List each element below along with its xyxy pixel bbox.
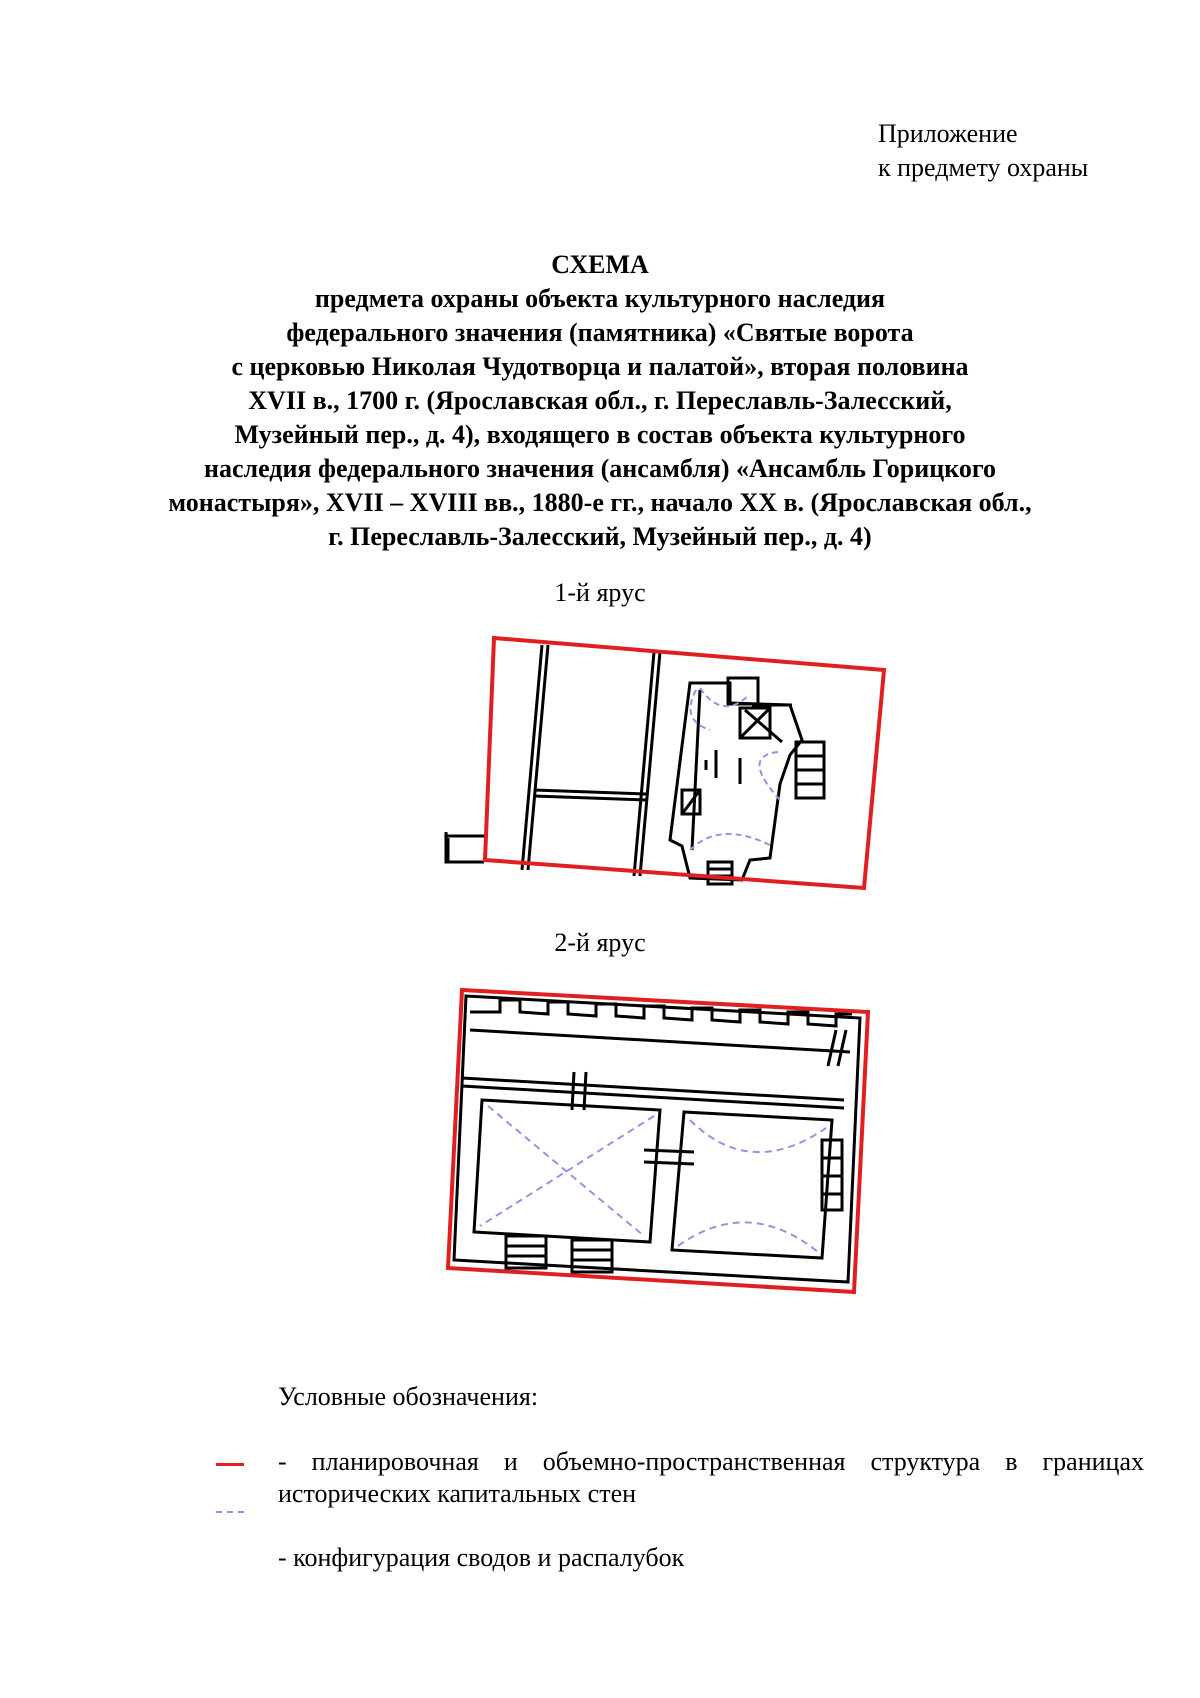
plan-wall xyxy=(534,796,646,800)
tier-1-label: 1-й ярус xyxy=(554,578,646,607)
document-title xyxy=(100,248,1100,554)
plan-wall xyxy=(740,708,770,738)
title-line: федерального значения (памятника) «Святые ворота xyxy=(286,318,914,347)
plan-wall xyxy=(470,1000,852,1026)
plan-wall xyxy=(644,1162,694,1164)
vault-line xyxy=(488,1106,644,1236)
title-line: монастыря», XVII – XVIII вв., 1880-е гг., начало XX в. (Ярославская обл., xyxy=(168,488,1032,517)
legend-swatch-boundary xyxy=(216,1463,244,1466)
title-line: Музейный пер., д. 4), входящего в состав объекта культурного xyxy=(234,420,966,449)
legend-swatch-vaults xyxy=(216,1511,244,1513)
plan-wall xyxy=(644,1150,694,1152)
legend-title: Условные обозначения: xyxy=(278,1382,539,1411)
vault-line xyxy=(759,752,780,800)
title-line: г. Переславль-Залесский, Музейный пер., д. 4) xyxy=(328,522,872,551)
appendix-line-2: к предмету охраны xyxy=(878,153,1089,182)
legend-item-boundary: - планировочная и объемно-пространственная структура в границах исторических капитальных стен xyxy=(278,1447,1144,1508)
title-line: наследия федерального значения (ансамбля) «Ансамбль Горицкого xyxy=(203,454,997,483)
vault-line xyxy=(678,1222,818,1252)
title-line: предмета охраны объекта культурного наследия xyxy=(314,284,886,313)
vault-line xyxy=(690,834,772,850)
floor-plan-tier-2 xyxy=(0,980,1200,1300)
plan-wall xyxy=(670,683,802,880)
plan-wall xyxy=(584,1072,586,1110)
vault-line xyxy=(690,1120,826,1152)
title-heading: СХЕМА xyxy=(551,250,649,279)
legend-item-vaults: - конфигурация сводов и распалубок xyxy=(278,1543,685,1572)
appendix-note xyxy=(878,117,1088,185)
title-line: XVII в., 1700 г. (Ярославская обл., г. Переславль-Залесский, xyxy=(248,386,952,415)
title-line: с церковью Николая Чудотворца и палатой», вторая половина xyxy=(231,352,969,381)
plan-wall xyxy=(828,1030,836,1066)
plan-wall xyxy=(534,790,646,794)
floor-plan-tier-1 xyxy=(0,630,1200,900)
plan-wall xyxy=(838,1030,846,1066)
plan-wall xyxy=(692,690,700,850)
tier-2-label: 2-й ярус xyxy=(554,928,646,957)
vault-line xyxy=(480,1116,654,1226)
plan-wall xyxy=(470,1030,850,1052)
plan-wall xyxy=(572,1072,574,1110)
appendix-line-1: Приложение xyxy=(878,119,1018,148)
plan-wall xyxy=(672,1112,832,1258)
plan-wall xyxy=(682,790,700,814)
